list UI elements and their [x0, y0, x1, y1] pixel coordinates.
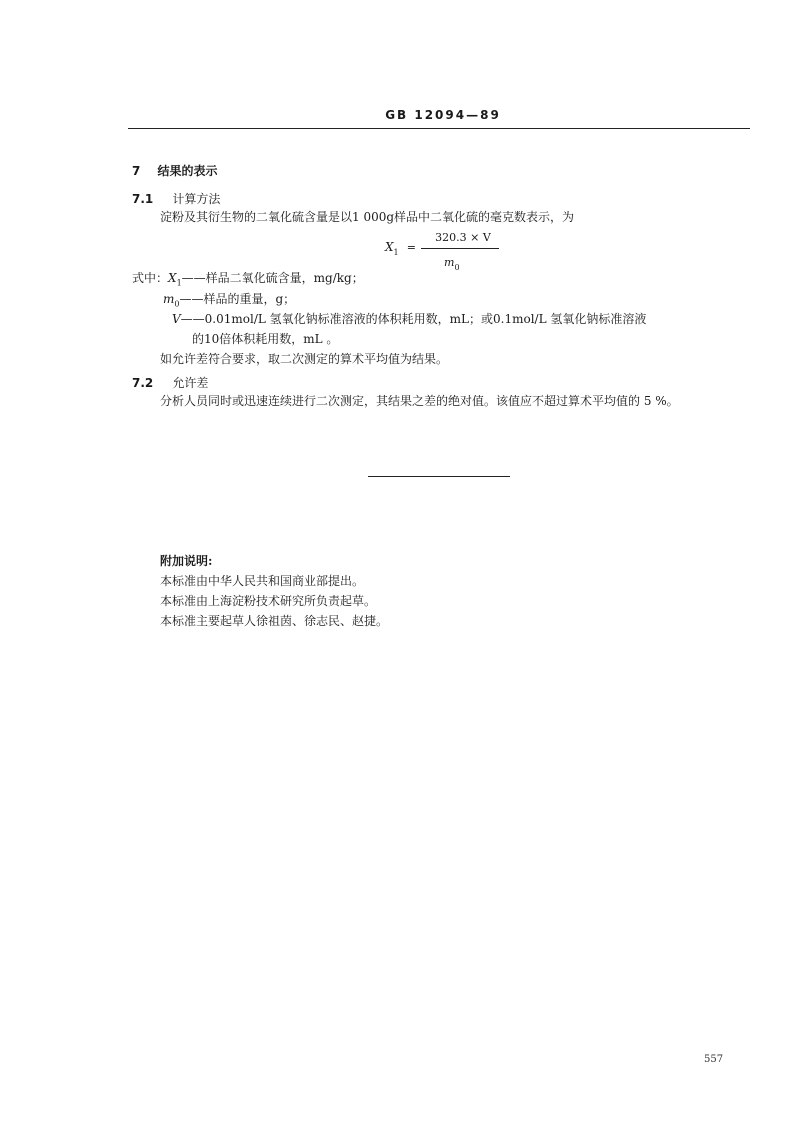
definition-symbol: V	[172, 312, 181, 326]
definition-continuation: 的10倍体积耗用数，mL 。	[192, 332, 339, 346]
definition-subscript: 0	[174, 299, 180, 309]
formula-lhs	[385, 236, 416, 257]
section-7-2-text: 分析人员同时或迅速连续进行二次测定，其结果之差的绝对值。该值应不超过算术平均值的 5 %。	[160, 394, 679, 408]
section-7-number: 7	[132, 164, 141, 178]
definition-text: ——样品二氧化硫含量，mg/kg；	[181, 271, 364, 285]
formula-lhs-symbol: X	[385, 240, 394, 254]
formula-denominator-symbol: m	[444, 256, 455, 269]
appendix-line: 本标准由中华人民共和国商业部提出。	[160, 574, 365, 588]
section-7-1-intro: 淀粉及其衍生物的二氧化硫含量是以1 000g样品中二氧化硫的毫克数表示，为	[160, 210, 575, 224]
formula-fraction-bar	[421, 248, 499, 249]
appendix-line: 本标准由上海淀粉技术研究所负责起草。	[160, 594, 377, 608]
standard-code-header: GB 12094—89	[385, 108, 501, 122]
definition-row	[172, 310, 646, 328]
definition-subscript: 1	[176, 278, 182, 288]
definition-symbol: m	[163, 292, 175, 306]
section-7-2-number: 7.2	[132, 376, 154, 390]
definition-text: ——样品的重量，g；	[179, 292, 296, 306]
definition-symbol: X	[168, 271, 177, 285]
header-divider	[128, 128, 750, 129]
definition-text: ——0.01mol/L 氢氧化钠标准溶液的体积耗用数，mL；或0.1mol/L 氢氧化钠标准溶液	[180, 312, 647, 326]
formula-equals: =	[406, 241, 416, 254]
section-7-heading	[132, 160, 217, 179]
definition-row	[132, 269, 364, 292]
appendix-title: 附加说明:	[160, 554, 213, 568]
section-7-2-heading	[132, 372, 208, 391]
section-7-1-heading	[132, 188, 220, 207]
section-7-1-title: 计算方法	[172, 192, 221, 206]
section-7-1-conclusion: 如允许差符合要求，取二次测定的算术平均值为结果。	[160, 352, 449, 366]
formula-denominator	[444, 251, 460, 272]
formula-numerator: 320.3 × V	[435, 231, 491, 244]
page-number: 557	[704, 1054, 724, 1065]
where-label: 式中：	[132, 271, 169, 285]
formula-denominator-subscript: 0	[454, 263, 460, 273]
section-7-1-number: 7.1	[132, 192, 154, 206]
section-7-title: 结果的表示	[157, 164, 218, 178]
end-divider	[368, 476, 510, 477]
appendix-line: 本标准主要起草人徐祖茵、徐志民、赵捷。	[160, 614, 389, 628]
section-7-2-title: 允许差	[172, 376, 209, 390]
formula-lhs-subscript: 1	[393, 248, 399, 258]
